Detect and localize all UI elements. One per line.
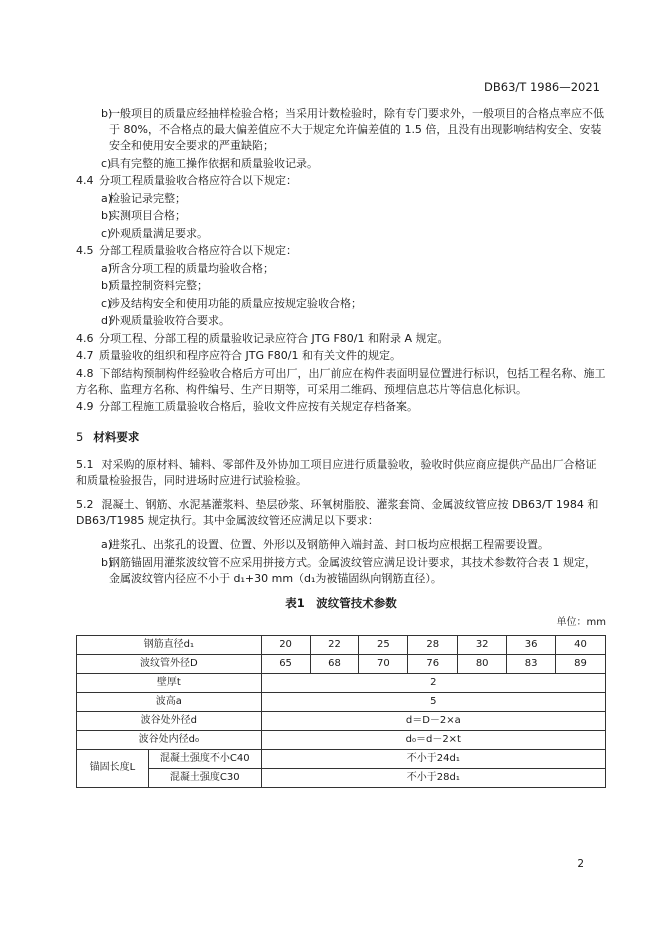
list-item: [76, 278, 606, 294]
list-text: 钢筋锚固用灌浆波纹管不应采用拼接方式。金属波纹管应满足设计要求，其技术参数符合表 1 规定，金属波纹管内径应不小于 d₁+30 mm（d₁为被锚固纵向钢筋直径）。: [109, 555, 596, 585]
table-row: [77, 711, 606, 730]
clause-4-9: [76, 399, 606, 415]
row-group-header: 锚固长度L: [77, 749, 149, 787]
table-caption: 表1 波纹管技术参数: [285, 595, 397, 610]
table-cell: 89: [556, 654, 606, 673]
list-text: 进浆孔、出浆孔的设置、位置、外形以及钢筋伸入端封盖、封口板均应根据工程需要设置。: [109, 538, 549, 551]
clause-number: 4.7: [76, 349, 94, 362]
clause-number: 4.5: [76, 244, 94, 257]
page-number: 2: [577, 858, 584, 870]
clause-number: 5.1: [76, 458, 94, 471]
list-item: [76, 156, 606, 172]
table-row: [77, 768, 606, 787]
list-item: [76, 555, 606, 587]
clause-text: 分部工程施工质量验收合格后，验收文件应按有关规定存档备案。: [99, 400, 418, 413]
table-cell: 2: [261, 673, 605, 692]
table-cell: 不小于28d₁: [261, 768, 605, 787]
table-row: [77, 635, 606, 654]
table-cell: 40: [556, 635, 606, 654]
table-cell: 22: [310, 635, 359, 654]
list-label: c): [101, 226, 112, 240]
table-cell: 68: [310, 654, 359, 673]
table-row: [77, 654, 606, 673]
list-label: b): [101, 209, 113, 222]
list-text: 质量控制资料完整；: [109, 279, 208, 292]
clause-5-2: [76, 497, 606, 529]
table-cell: 70: [359, 654, 408, 673]
clause-text: 对采购的原材料、辅料、零部件及外协加工项目应进行质量验收，验收时供应商应提供产品出厂合格证和质量检验报告，同时进场时应进行试验检验。: [76, 458, 597, 487]
list-text: 具有完整的施工操作依据和质量验收记录。: [109, 156, 318, 170]
table-cell: d＝D－2×a: [261, 711, 605, 730]
list-text: 涉及结构安全和使用功能的质量应按规定验收合格；: [109, 296, 362, 310]
list-item: [76, 106, 606, 154]
list-item: [76, 191, 606, 207]
clause-4-8: [76, 366, 606, 398]
list-label: b): [101, 279, 113, 292]
list-item: [76, 296, 606, 312]
page-content: [76, 106, 606, 788]
list-label: c): [101, 156, 112, 170]
table-cell: 25: [359, 635, 408, 654]
section-number: 5: [76, 430, 84, 444]
list-label: a): [101, 191, 113, 205]
table-cell: 20: [261, 635, 310, 654]
clause-text: 分部工程质量验收合格应符合以下规定：: [99, 244, 297, 257]
list-text: 检验记录完整；: [109, 191, 186, 205]
list-label: d): [101, 314, 113, 327]
clause-4-5: [76, 243, 606, 259]
list-text: 所含分项工程的质量均验收合格；: [109, 261, 274, 275]
list-text: 实测项目合格；: [109, 209, 186, 222]
clause-text: 质量验收的组织和程序应符合 JTG F80/1 和有关文件的规定。: [99, 349, 402, 362]
row-header: 混凝土强度C30: [148, 768, 261, 787]
clause-text: 下部结构预制构件经验收合格后方可出厂，出厂前应在构件表面明显位置进行标识，包括工程名称、施工方名称、监理方名称、构件编号、生产日期等，可采用二维码、预埋信息芯片等信息化标识。: [76, 366, 606, 396]
list-label: b): [101, 555, 113, 569]
clause-number: 4.8: [76, 366, 94, 380]
row-header: 波纹管外径D: [77, 654, 262, 673]
list-text: 外观质量满足要求。: [109, 226, 208, 240]
list-label: c): [101, 296, 112, 310]
section-title: 材料要求: [93, 430, 140, 444]
clause-text: 分项工程、分部工程的质量验收记录应符合 JTG F80/1 和附录 A 规定。: [99, 331, 449, 345]
table-cell: 32: [458, 635, 507, 654]
table-cell: 5: [261, 692, 605, 711]
list-label: a): [101, 261, 113, 275]
list-item: [76, 226, 606, 242]
table-cell: 65: [261, 654, 310, 673]
list-item: [76, 261, 606, 277]
table-cell: 83: [507, 654, 556, 673]
table-row: [77, 730, 606, 749]
table-row: [77, 673, 606, 692]
row-header: 波谷处外径d: [77, 711, 262, 730]
clause-4-6: [76, 331, 606, 347]
table-row: [77, 692, 606, 711]
table-cell: 76: [408, 654, 458, 673]
row-header: 壁厚t: [77, 673, 262, 692]
list-item: [76, 313, 606, 329]
row-header: 波谷处内径d₀: [77, 730, 262, 749]
list-label: b): [101, 107, 113, 120]
list-item: [76, 537, 606, 553]
table-cell: 28: [408, 635, 458, 654]
row-header: 钢筋直径d₁: [77, 635, 262, 654]
list-text: 一般项目的质量应经抽样检验合格；当采用计数检验时，除有专门要求外，一般项目的合格点率应不低于 80%，不合格点的最大偏差值应不大于规定允许偏差值的 1.5 倍，且没有出现影响结构安全、安装安全和使用安全要求的严重缺陷；: [109, 107, 604, 152]
table-cell: 80: [458, 654, 507, 673]
clause-number: 4.9: [76, 400, 94, 413]
list-label: a): [101, 538, 113, 551]
document-code: DB63/T 1986—2021: [484, 80, 600, 94]
clause-number: 4.6: [76, 331, 94, 345]
table-cell: 36: [507, 635, 556, 654]
clause-text: 分项工程质量验收合格应符合以下规定：: [99, 174, 297, 187]
table-row: [77, 749, 606, 768]
clause-number: 5.2: [76, 498, 94, 511]
table-cell: d₀＝d－2×t: [261, 730, 605, 749]
clause-5-1: [76, 457, 606, 489]
table-unit: 单位：mm: [556, 616, 606, 628]
list-text: 外观质量验收符合要求。: [109, 314, 230, 327]
clause-number: 4.4: [76, 174, 94, 187]
row-header: 混凝土强度不小C40: [148, 749, 261, 768]
clause-text: 混凝土、钢筋、水泥基灌浆料、垫层砂浆、环氧树脂胶、灌浆套筒、金属波纹管应按 DB63/T 1984 和 DB63/T1985 规定执行。其中金属波纹管还应满足以下要求：: [76, 498, 599, 527]
clause-4-7: [76, 348, 606, 364]
row-header: 波高a: [77, 692, 262, 711]
list-item: [76, 208, 606, 224]
clause-4-4: [76, 173, 606, 189]
table-cell: 不小于24d₁: [261, 749, 605, 768]
section-heading: [76, 429, 606, 445]
parameter-table: [76, 635, 606, 788]
